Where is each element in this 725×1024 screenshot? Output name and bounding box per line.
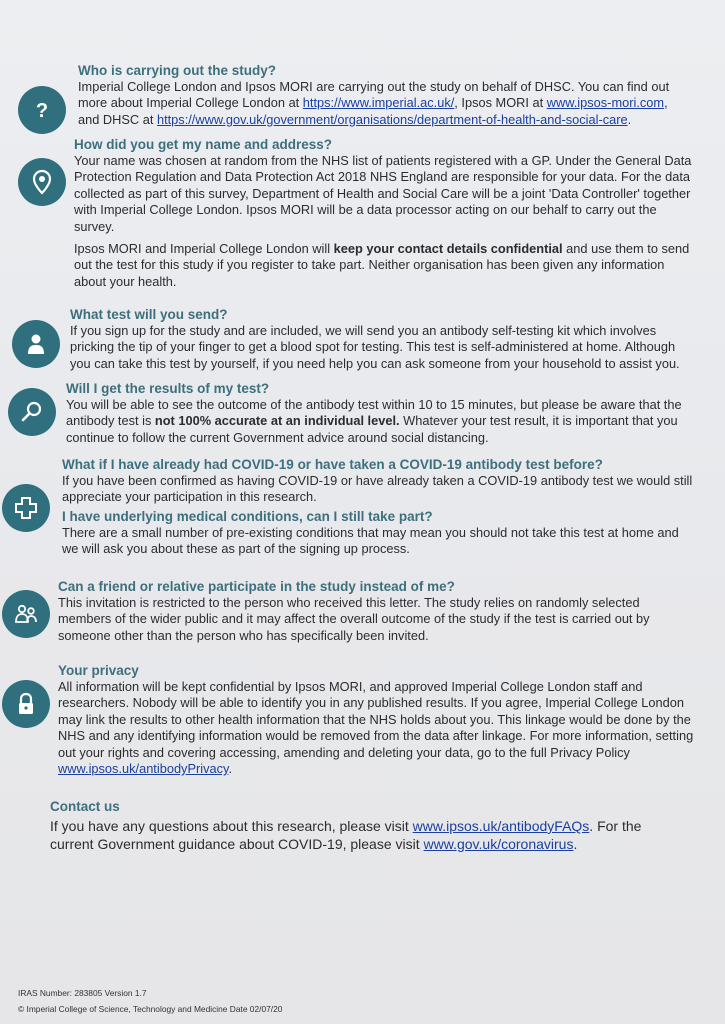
body-text: and use them to send out the test for this study if you register to take part. Neither organisation has been given any information about your health.: [74, 241, 690, 289]
link-dhsc[interactable]: https://www.gov.uk/government/organisations/department-of-health-and-social-care: [156, 111, 628, 127]
section-test: [70, 306, 692, 372]
emphasis-text: not 100% accurate at an individual level.: [154, 413, 400, 429]
body-text: All information will be kept confidential by Ipsos MORI, and approved Imperial College London staff and researchers. Nobody will be able to identify you in any published results. If you agree, Imperial College London may link the results to other health information that the NHS holds about you. This linkage would be done by the NHS and any identifying information would be removed from the data after linkage. For more information, setting out your rights and covering accessing, amending and deleting your data, go to the full Privacy Policy: [58, 679, 694, 760]
body-privacy: [58, 679, 698, 777]
body-who: [78, 79, 678, 128]
section-contact: [50, 798, 680, 853]
section-results: [66, 380, 692, 446]
heading-friend: Can a friend or relative participate in the study instead of me?: [58, 579, 455, 594]
emphasis-text: keep your contact details confidential: [333, 241, 563, 257]
heading-test: What test will you send?: [70, 307, 228, 322]
padlock-icon: [2, 680, 50, 728]
body-text: Ipsos MORI and Imperial College London will: [74, 241, 334, 257]
section-privacy: [58, 662, 698, 777]
link-ipsos-mori[interactable]: www.ipsos-mori.com: [546, 95, 665, 111]
body-contact: [50, 817, 680, 853]
section-friend: [58, 578, 692, 644]
svg-text:?: ?: [35, 100, 49, 122]
body-covid-1: If you have been confirmed as having COVID-19 or have already taken a COVID-19 antibody test we would still appreciate your participation in this research.: [62, 473, 693, 505]
body-name-2: [74, 241, 694, 290]
heading-results: Will I get the results of my test?: [66, 381, 270, 396]
body-name-1: Your name was chosen at random from the NHS list of patients registered with a GP. Under the General Data Protection Regulation and Data Protection Act 2018 NHS England are responsible for your data. For the data collected as part of this survey, Department of Health and Social Care will be a joint 'Data Controller' together with Imperial College London. Ipsos MORI will be a data processor acting on our behalf to carry out the survey.: [74, 153, 692, 234]
body-test: If you sign up for the study and are included, we will send you an antibody self-testing kit which involves pricking the tip of your finger to get a blood spot for testing. This test is self-administered at home. Although you can take this test by yourself, if you need help you can ask someone from your household to assist you.: [70, 323, 680, 371]
body-text: , Ipsos MORI at: [454, 95, 547, 111]
body-friend: This invitation is restricted to the person who received this letter. The study relies on randomly selected members of the wider public and it may affect the overall outcome of the study if the test is carried out by someone other than the person who has specifically been invited.: [58, 595, 650, 643]
people-icon: [2, 590, 50, 638]
body-text: You will be able to see the outcome of the antibody test within 10 to 15 minutes, but please be aware that the antibody test is: [66, 397, 682, 429]
section-covid: [62, 456, 694, 558]
body-text: .: [627, 111, 632, 127]
link-imperial[interactable]: https://www.imperial.ac.uk/: [302, 95, 455, 111]
link-faqs[interactable]: www.ipsos.uk/antibodyFAQs: [412, 818, 590, 834]
body-text: Whatever your test result, it is important that you continue to follow the current Government advice around social distancing.: [66, 413, 678, 445]
body-text: .: [228, 761, 233, 777]
section-who: [78, 62, 678, 128]
body-covid-2: There are a small number of pre-existing conditions that may mean you should not take this test at home and we will ask you about these as part of the signing up process.: [62, 524, 679, 557]
footer-copyright: © Imperial College of Science, Technology and Medicine Date 02/07/20: [18, 1004, 283, 1014]
location-pin-icon: [18, 158, 66, 206]
heading-covid: What if I have already had COVID-19 or have taken a COVID-19 antibody test before?: [62, 457, 603, 472]
body-text: . For the current Government guidance about COVID-19, please visit: [50, 818, 642, 852]
link-coronavirus[interactable]: www.gov.uk/coronavirus: [423, 836, 574, 852]
body-text: If you have any questions about this research, please visit: [50, 818, 413, 834]
medical-cross-icon: [2, 484, 50, 532]
body-text: , and DHSC at: [78, 95, 668, 127]
section-name: [74, 136, 694, 290]
body-text: .: [573, 836, 578, 852]
person-icon: [12, 320, 60, 368]
heading-name: How did you get my name and address?: [74, 137, 333, 152]
heading-conditions: I have underlying medical conditions, can I still take part?: [62, 508, 433, 524]
footer-iras: IRAS Number: 283805 Version 1.7: [18, 988, 147, 998]
body-text: Imperial College London and Ipsos MORI are carrying out the study on behalf of DHSC. You can find out more about Imperial College London at: [78, 79, 670, 111]
heading-contact: Contact us: [50, 799, 120, 814]
magnifier-icon: [8, 388, 56, 436]
body-results: [66, 397, 692, 446]
question-mark-icon: [18, 86, 66, 134]
link-privacy-policy[interactable]: www.ipsos.uk/antibodyPrivacy: [58, 761, 229, 777]
heading-privacy: Your privacy: [58, 663, 139, 678]
heading-who: Who is carrying out the study?: [78, 63, 277, 78]
